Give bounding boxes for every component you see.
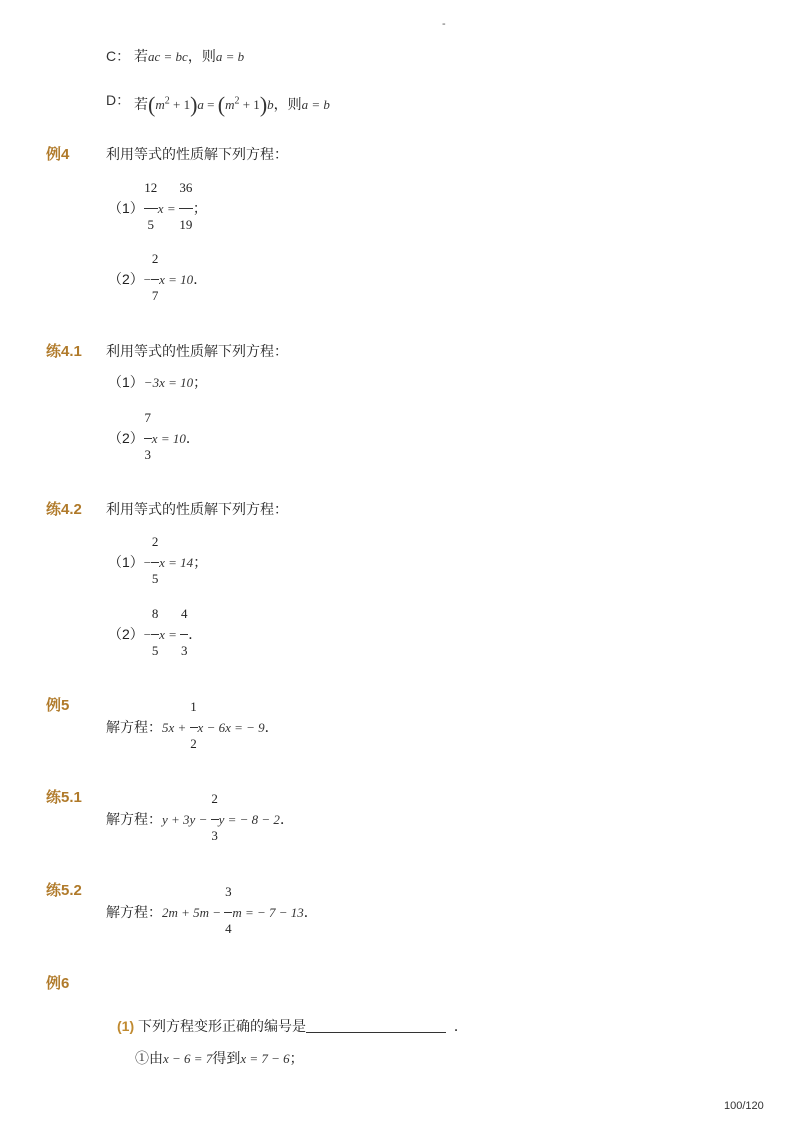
ex4-p2-label: （2）	[108, 271, 144, 287]
ex52-b: m = − 7 − 13	[232, 905, 304, 920]
ex41-problem-1	[108, 372, 207, 392]
option-d-p2: + 1	[239, 97, 260, 112]
option-d-p1: + 1	[169, 97, 191, 112]
ex6-q1-label: (1)	[117, 1018, 135, 1034]
ex51-frac	[211, 791, 219, 844]
ex5-tag: 例5	[46, 697, 70, 714]
ex52-frac	[224, 884, 232, 937]
ex4-p1-label: （1）	[108, 200, 144, 216]
option-d-label: D：	[106, 92, 131, 108]
ex42-p2-n1: 8	[151, 606, 159, 622]
ex5-lead: 解方程：	[106, 719, 162, 735]
ex41-title: 利用等式的性质解下列方程：	[106, 343, 288, 359]
option-d-eq: =	[203, 97, 218, 112]
page-number: 100/120	[724, 1100, 764, 1112]
option-c	[106, 46, 244, 66]
option-c-label: C：	[106, 48, 131, 64]
ex42-p2-n2: 4	[180, 606, 188, 622]
ex42-p1-sign: −	[143, 555, 152, 570]
ex4-p1-d1: 5	[147, 217, 155, 233]
ex4-title: 利用等式的性质解下列方程：	[106, 146, 288, 162]
ex41-p2-d: 3	[144, 447, 152, 463]
ex6-item1-end: ；	[289, 1050, 304, 1066]
ex51-equation	[106, 791, 294, 844]
ex4-p1-v: x =	[157, 201, 179, 216]
ex52-a: 2m + 5m −	[162, 905, 225, 920]
ex6-item1-eq1: x − 6 = 7	[163, 1051, 213, 1066]
ex52-lead: 解方程：	[106, 904, 162, 920]
option-d-sup1: 2	[164, 95, 170, 107]
ex42-p2-d1: 5	[151, 643, 159, 659]
ex5-a: 5x +	[162, 720, 190, 735]
ex42-p2-frac1	[151, 606, 159, 659]
ex52-tag: 练5.2	[46, 882, 82, 899]
ex42-problem-1	[108, 534, 208, 587]
ex41-p2-n: 7	[144, 410, 152, 426]
option-d-a: a	[197, 97, 204, 112]
ex41-p1-end: ；	[193, 374, 208, 390]
ex4-p2-frac	[151, 251, 159, 304]
ex5-end: ．	[264, 719, 279, 735]
ex42-p1-rest: x = 14	[159, 555, 194, 570]
ex4-p1-frac1	[144, 180, 158, 233]
ex5-frac	[190, 699, 198, 752]
ex6-question-1	[117, 1016, 468, 1036]
option-d: D： 若$(m^2 + 1)a = (m^2 + 1)b$，则a = b	[106, 92, 330, 117]
ex41-p2-frac	[144, 410, 152, 463]
ex52-n: 3	[225, 884, 232, 900]
ex6-tag: 例6	[46, 975, 70, 992]
header-mark: -	[442, 18, 446, 30]
ex51-lead: 解方程：	[106, 811, 162, 827]
ex4-p1-frac2	[179, 180, 193, 233]
ex52-end: ．	[303, 904, 318, 920]
ex41-p2-label: （2）	[108, 430, 144, 446]
option-c-eq1: ac = bc	[148, 49, 188, 64]
ex4-p1-end: ；	[192, 200, 207, 216]
ex51-tag: 练5.1	[46, 789, 82, 806]
ex42-p2-end: ．	[188, 626, 203, 642]
ex6-item-1	[135, 1048, 304, 1068]
ex41-p1-label: （1）	[108, 374, 144, 390]
option-d-eq2: a = b	[301, 97, 330, 112]
ex42-p2-label: （2）	[108, 626, 144, 642]
ex42-p1-frac	[151, 534, 159, 587]
ex4-problem-1	[108, 180, 207, 233]
ex51-n: 2	[211, 791, 218, 807]
ex51-a: y + 3y −	[162, 812, 211, 827]
option-c-eq2: a = b	[215, 49, 245, 64]
ex4-p2-rest: x = 10	[159, 272, 194, 287]
ex41-problem-2	[108, 410, 200, 463]
ex42-p2-v: x =	[159, 627, 181, 642]
ex51-d: 3	[211, 828, 218, 844]
option-d-pre: 若	[134, 96, 149, 112]
ex42-problem-2	[108, 606, 203, 659]
ex42-p2-d2: 3	[180, 643, 188, 659]
option-d-mid: ，则	[273, 96, 302, 112]
ex4-p1-d2: 19	[179, 217, 193, 233]
ex5-n: 1	[190, 699, 197, 715]
ex41-p2-rest: x = 10	[151, 431, 186, 446]
ex4-problem-2	[108, 251, 208, 304]
ex42-p2-frac2	[180, 606, 188, 659]
ex6-item1-eq2: x = 7 − 6	[240, 1051, 290, 1066]
option-d-sup2: 2	[234, 95, 240, 107]
ex5-b: x − 6x = − 9	[197, 720, 265, 735]
ex42-p1-n: 2	[151, 534, 159, 550]
ex42-tag: 练4.2	[46, 501, 82, 518]
ex42-p2-sign: −	[143, 627, 152, 642]
ex42-p1-end: ；	[193, 554, 208, 570]
ex4-p2-d: 7	[151, 288, 159, 304]
ex6-q1-text: 下列方程变形正确的编号是	[138, 1018, 307, 1034]
ex4-p1-n1: 12	[144, 180, 158, 196]
option-c-mid: ，则	[187, 48, 216, 64]
ex52-d: 4	[225, 921, 232, 937]
ex6-q1-answer-blank[interactable]	[306, 1032, 446, 1033]
ex42-title: 利用等式的性质解下列方程：	[106, 501, 288, 517]
ex42-p1-d: 5	[151, 571, 159, 587]
ex4-p2-sign: −	[143, 272, 152, 287]
ex4-p2-n: 2	[151, 251, 159, 267]
option-d-b: b	[267, 97, 274, 112]
ex5-d: 2	[190, 736, 197, 752]
ex51-end: ．	[279, 811, 294, 827]
ex41-tag: 练4.1	[46, 343, 82, 360]
ex5-equation	[106, 699, 279, 752]
ex6-item1-mid: 得到	[212, 1050, 241, 1066]
ex52-equation	[106, 884, 318, 937]
option-c-pre: 若	[134, 48, 149, 64]
option-d-m1: m	[155, 97, 165, 112]
ex4-p1-n2: 36	[179, 180, 193, 196]
ex41-p2-end: ．	[185, 430, 200, 446]
ex4-p2-end: ．	[193, 271, 208, 287]
ex6-q1-end: ．	[453, 1018, 468, 1034]
ex42-p1-label: （1）	[108, 554, 144, 570]
ex4-tag: 例4	[46, 146, 70, 163]
option-d-m2: m	[225, 97, 235, 112]
ex6-item1-mark: ①由	[135, 1050, 163, 1066]
ex41-p1-eq: −3x = 10	[143, 375, 194, 390]
ex51-b: y = − 8 − 2	[218, 812, 280, 827]
